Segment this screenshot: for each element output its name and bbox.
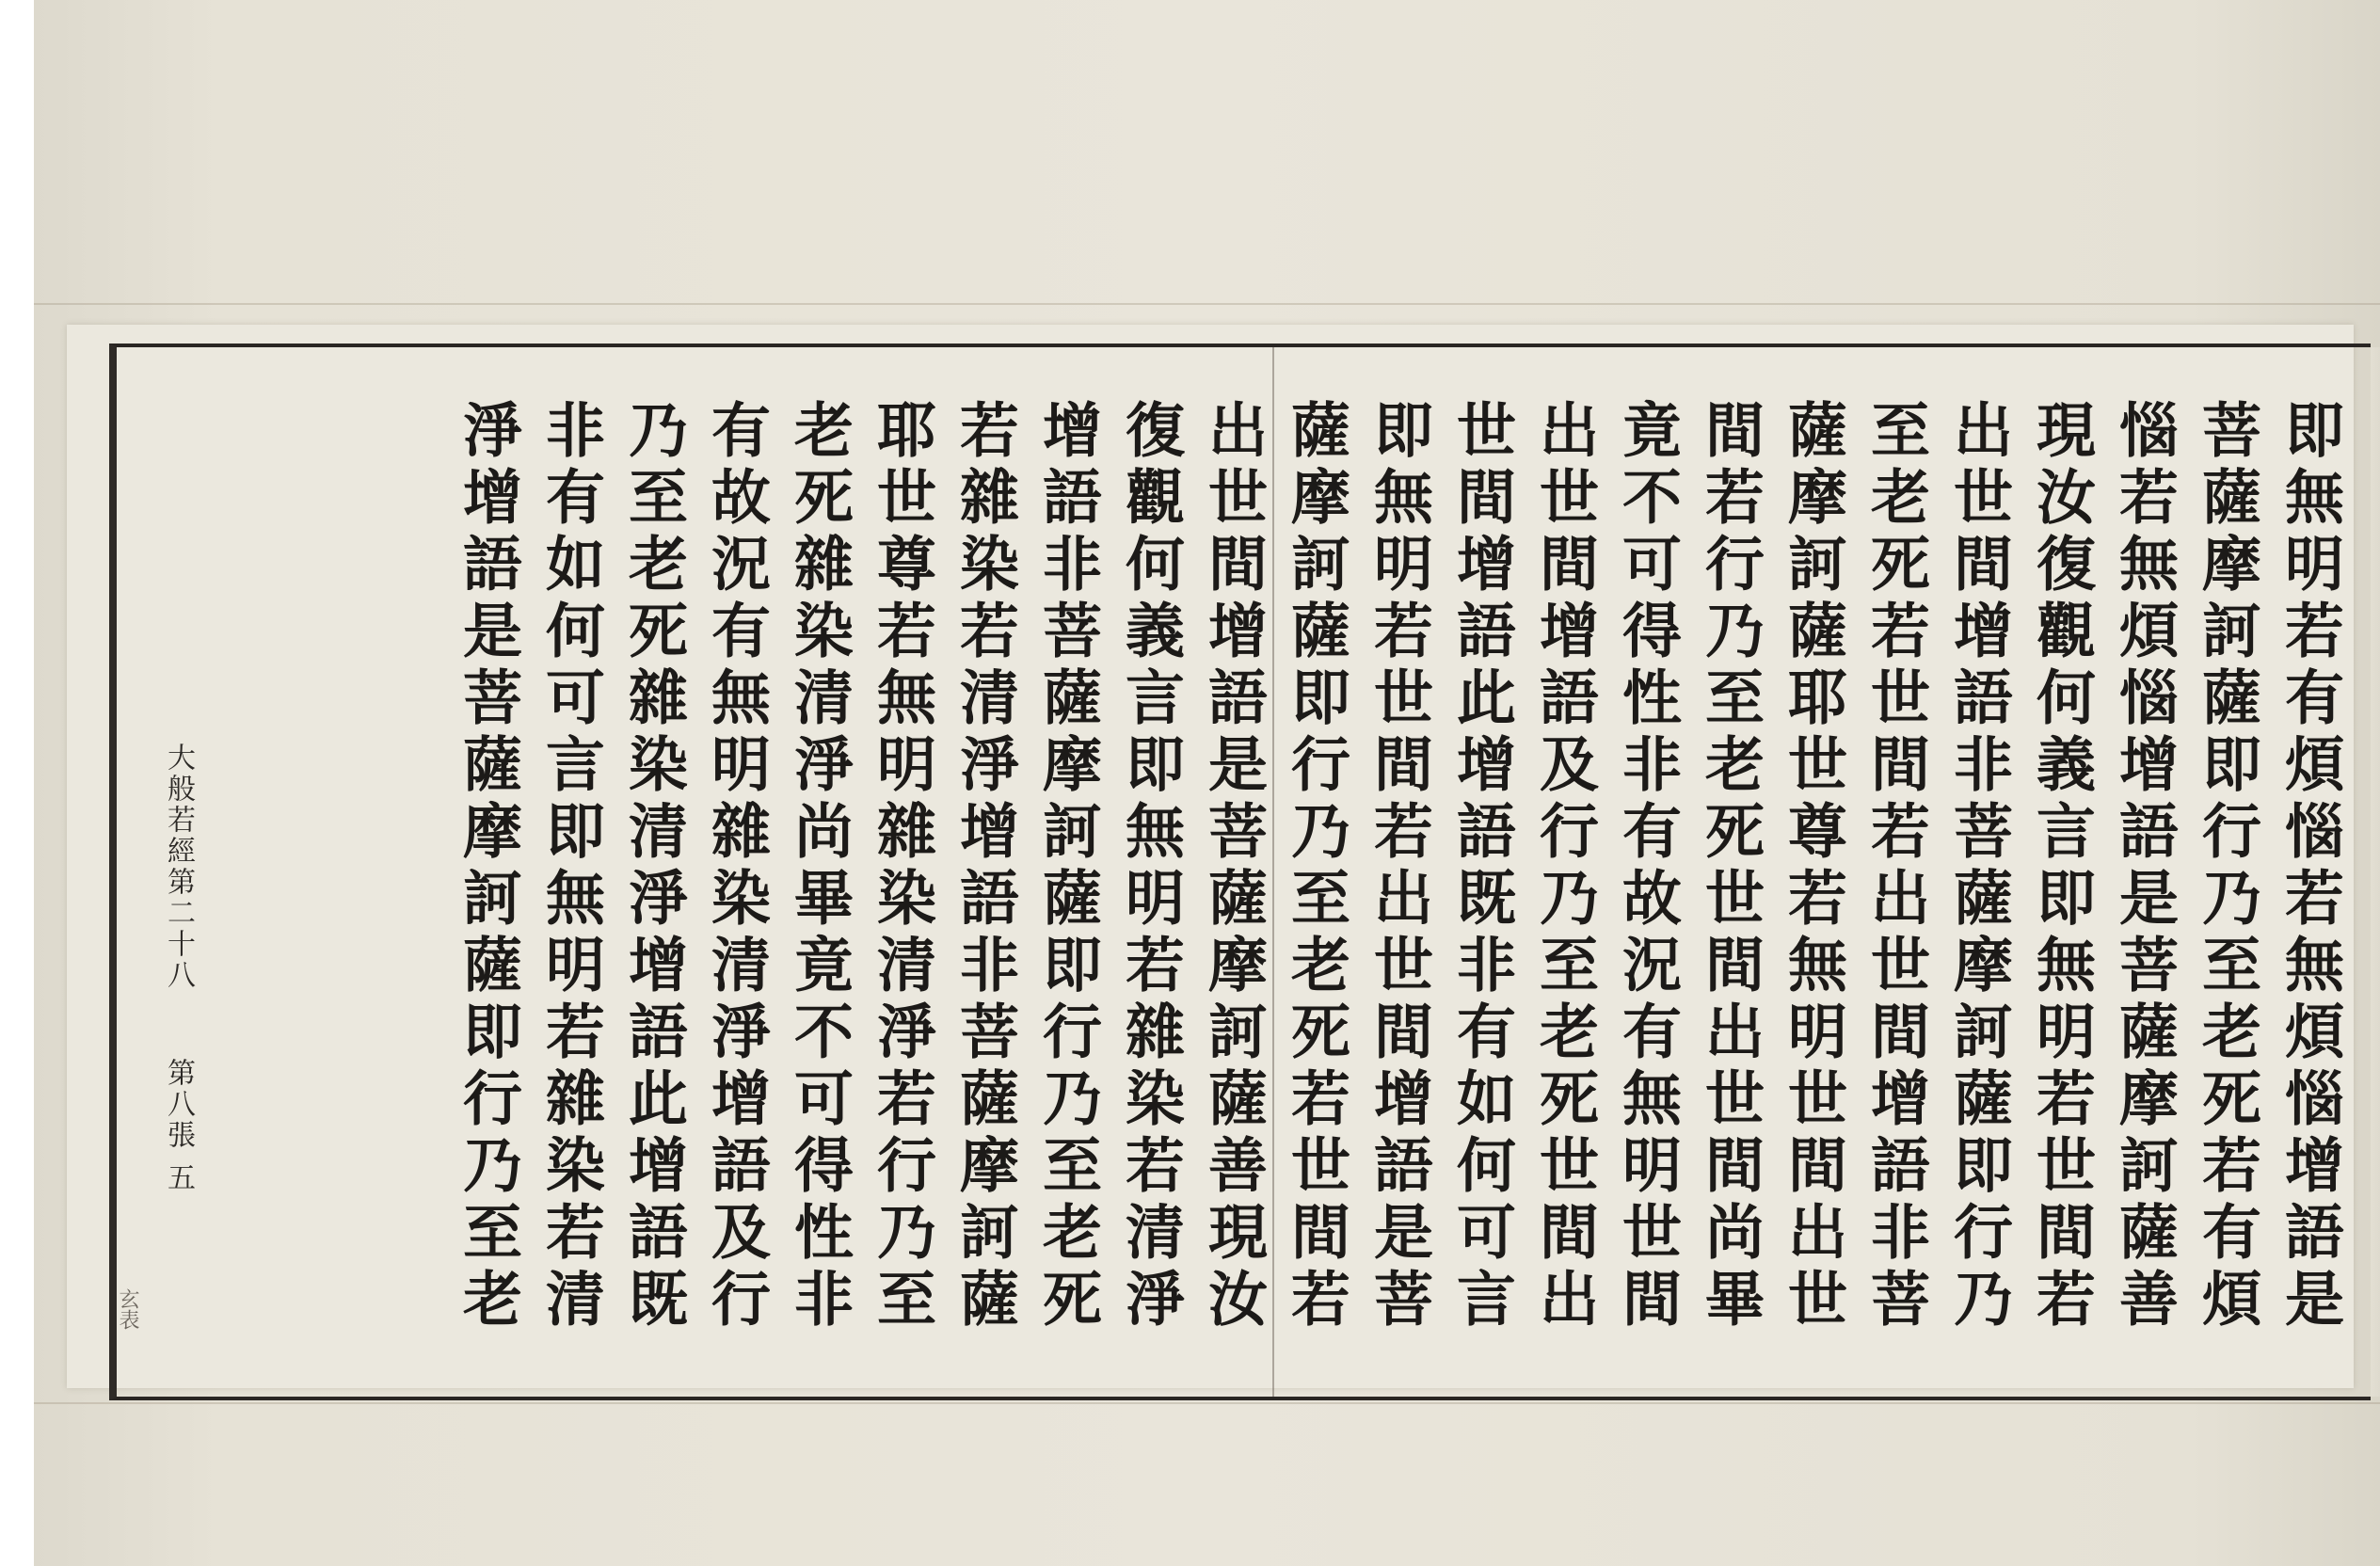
text-column: 淨增語是菩薩摩訶薩即行乃至老	[454, 399, 523, 1334]
text-column: 薩摩訶薩即行乃至老死若世間若	[1282, 399, 1351, 1334]
text-column: 現汝復觀何義言即無明若世間若	[2027, 399, 2097, 1334]
fold-line-bottom	[34, 1402, 2380, 1404]
text-column: 復觀何義言即無明若雜染若清淨	[1116, 399, 1186, 1334]
printed-sheet	[67, 325, 2354, 1388]
frame-right-edge	[2371, 347, 2380, 1397]
text-column: 薩摩訶薩耶世尊若無明世間出世	[1779, 399, 1848, 1334]
text-column: 增語非菩薩摩訶薩即行乃至老死	[1033, 399, 1103, 1334]
text-column: 乃至老死雜染清淨增語此增語既	[619, 399, 689, 1334]
text-column: 間若行乃至老死世間出世間尚畢	[1696, 399, 1765, 1334]
text-column: 若雜染若清淨增語非菩薩摩訶薩	[950, 399, 1020, 1334]
text-column: 世間增語此增語既非有如何可言	[1447, 399, 1517, 1334]
text-column: 菩薩摩訶薩即行乃至老死若有煩	[2193, 399, 2262, 1334]
text-columns	[447, 359, 2352, 1375]
text-block-frame	[109, 344, 2371, 1400]
edge-mark: 玄表	[116, 1288, 139, 1330]
text-column: 有故況有無明雜染清淨增語及行	[702, 399, 772, 1334]
text-column: 出世間增語是菩薩摩訶薩善現汝	[1199, 399, 1269, 1334]
scanned-page-background	[34, 0, 2380, 1566]
text-column: 至老死若世間若出世間增語非菩	[1861, 399, 1931, 1334]
text-column: 出世間增語及行乃至老死世間出	[1530, 399, 1600, 1334]
text-column: 即無明若有煩惱若無煩惱增語是	[2276, 399, 2345, 1334]
margin-note	[117, 743, 200, 1345]
text-column: 出世間增語非菩薩摩訶薩即行乃	[1944, 399, 2014, 1334]
text-column: 竟不可得性非有故況有無明世間	[1613, 399, 1683, 1334]
text-column: 非有如何可言即無明若雜染若清	[536, 399, 606, 1334]
text-column: 惱若無煩惱增語是菩薩摩訶薩善	[2110, 399, 2180, 1334]
margin-note-page: 第八張 五	[162, 1058, 195, 1194]
text-column: 耶世尊若無明雜染清淨若行乃至	[868, 399, 937, 1334]
fold-line-top	[34, 303, 2380, 305]
text-column: 即無明若世間若出世間增語是菩	[1365, 399, 1434, 1334]
text-column: 老死雜染清淨尚畢竟不可得性非	[785, 399, 855, 1334]
margin-note-title: 大般若經第二十八	[162, 743, 195, 991]
